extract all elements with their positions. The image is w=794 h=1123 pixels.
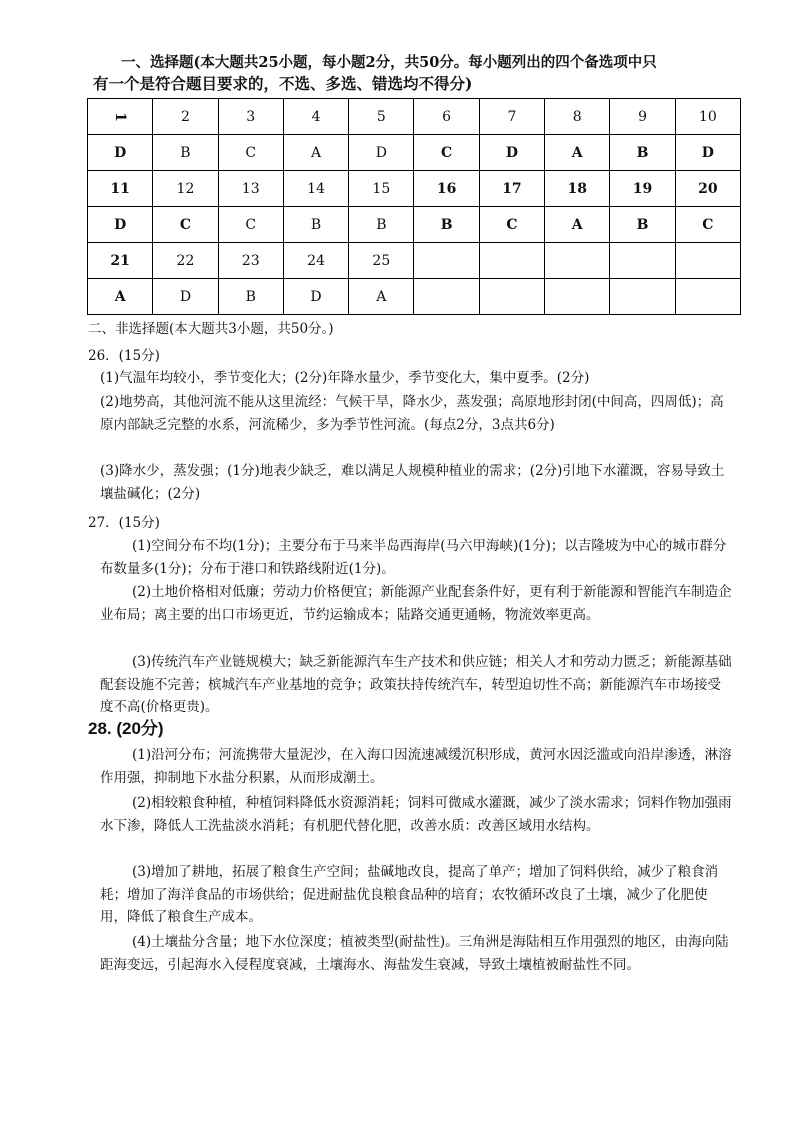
q27-part3: (3)传统汽车产业链规模大；缺乏新能源汽车生产技术和供应链；相关人才和劳动力匮乏；新能源基础配套设施不完善；槟城汽车产业基地的竞争；政策扶持传统汽车，转型迫切性不高；新能源汽车市场接受度不高(价格更贵)。 xyxy=(100,654,732,715)
table-cell: 24 xyxy=(283,243,348,279)
q28-part4: (4)土壤盐分含量；地下水位深度；植被类型(耐盐性)。三角洲是海陆相互作用强烈的地区，由海向陆距海变远，引起海水入侵程度衰减，土壤海水、海盐发生衰减，导致土壤植被耐盐性不同。 xyxy=(100,934,729,973)
section1-title-line2: 有一个是符合题目要求的，不选、多选、错选均不得分) xyxy=(93,74,473,93)
section2-heading: 二、非选择题(本大题共3小题，共50分。) xyxy=(88,321,334,337)
table-cell: D xyxy=(153,279,218,315)
table-cell xyxy=(610,279,675,315)
table-cell xyxy=(414,279,479,315)
table-cell xyxy=(479,243,544,279)
q26-part2: (2)地势高，其他河流不能从这里流经：气候干旱，降水少，蒸发强；高原地形封闭(中间高，四周低)；高原内部缺乏完整的水系，河流稀少，多为季节性河流。(每点2分，3点共6分) xyxy=(100,394,724,433)
table-cell: 12 xyxy=(153,171,218,207)
table-cell: B xyxy=(610,135,675,171)
q27-part1: (1)空间分布不均(1分)；主要分布于马来半岛西海岸(马六甲海峡)(1分)；以吉隆坡为中心的城市群分布数量多(1分)；分布于港口和铁路线附近(1分)。 xyxy=(100,538,727,577)
table-row xyxy=(88,135,741,171)
table-cell: 3 xyxy=(218,99,283,135)
table-row xyxy=(88,207,741,243)
table-cell: C xyxy=(479,207,544,243)
section1-heading xyxy=(93,52,733,94)
table-cell: 17 xyxy=(479,171,544,207)
table-cell: B xyxy=(283,207,348,243)
table-cell: 22 xyxy=(153,243,218,279)
q28-heading: 28. (20分) xyxy=(88,719,164,738)
table-cell: D xyxy=(88,207,153,243)
table-cell: D xyxy=(88,135,153,171)
table-cell: D xyxy=(283,279,348,315)
table-cell: C xyxy=(218,135,283,171)
table-cell: 6 xyxy=(414,99,479,135)
table-cell xyxy=(88,99,153,135)
table-cell: A xyxy=(545,207,610,243)
table-cell: A xyxy=(88,279,153,315)
table-cell: 13 xyxy=(218,171,283,207)
table-cell: 2 xyxy=(153,99,218,135)
table-cell xyxy=(545,279,610,315)
table-cell: 11 xyxy=(88,171,153,207)
table-cell: C xyxy=(153,207,218,243)
table-cell: 14 xyxy=(283,171,348,207)
table-cell: B xyxy=(414,207,479,243)
table-cell: C xyxy=(218,207,283,243)
table-cell: D xyxy=(479,135,544,171)
q26-heading: 26．(15分) xyxy=(88,348,160,364)
table-row xyxy=(88,171,741,207)
table-cell: A xyxy=(349,279,414,315)
table-cell: 19 xyxy=(610,171,675,207)
table-cell xyxy=(610,243,675,279)
table-cell: B xyxy=(349,207,414,243)
table-cell: 5 xyxy=(349,99,414,135)
table-cell xyxy=(545,243,610,279)
table-cell xyxy=(479,279,544,315)
table-cell: 25 xyxy=(349,243,414,279)
table-cell xyxy=(414,243,479,279)
table-row xyxy=(88,99,741,135)
table-cell: C xyxy=(675,207,740,243)
q28-part1: (1)沿河分布；河流携带大量泥沙，在入海口因流速减缓沉积形成，黄河水因泛滥或向沿岸渗透，淋溶作用强，抑制地下水盐分积累，从而形成潮土。 xyxy=(100,747,732,786)
question-number-1: 1 xyxy=(112,111,129,122)
table-cell: 18 xyxy=(545,171,610,207)
table-cell: 15 xyxy=(349,171,414,207)
table-cell: A xyxy=(283,135,348,171)
table-cell: D xyxy=(349,135,414,171)
table-cell: 8 xyxy=(545,99,610,135)
table-cell: 9 xyxy=(610,99,675,135)
q26-part1: (1)气温年均较小，季节变化大；(2分)年降水量少，季节变化大，集中夏季。(2分) xyxy=(100,370,590,386)
table-cell: D xyxy=(675,135,740,171)
table-cell: 10 xyxy=(675,99,740,135)
table-cell: 16 xyxy=(414,171,479,207)
q28-part3: (3)增加了耕地，拓展了粮食生产空间；盐碱地改良，提高了单产；增加了饲料供给，减少了粮食消耗；增加了海洋食品的市场供给；促进耐盐优良粮食品种的培育；农牧循环改良了土壤，减少了化肥使用，降低了粮食生产成本。 xyxy=(100,864,719,925)
section1-title-line1: 一、选择题(本大题共25小题，每小题2分，共50分。每小题列出的四个备选项中只 xyxy=(121,54,657,71)
table-row xyxy=(88,279,741,315)
q26-part3: (3)降水少，蒸发强；(1分)地表少缺乏，难以满足人规模种植业的需求；(2分)引地下水灌溉，容易导致土壤盐碱化；(2分) xyxy=(100,463,725,502)
table-cell: 23 xyxy=(218,243,283,279)
table-cell: 7 xyxy=(479,99,544,135)
q28-part2: (2)相较粮食种植，种植饲料降低水资源消耗；饲料可微咸水灌溉，减少了淡水需求；饲料作物加强雨水下渗，降低人工洗盐淡水消耗；有机肥代替化肥，改善水质：改善区域用水结构。 xyxy=(100,795,732,834)
table-cell: B xyxy=(153,135,218,171)
table-cell: B xyxy=(610,207,675,243)
table-cell: A xyxy=(545,135,610,171)
table-row xyxy=(88,243,741,279)
answer-table xyxy=(87,98,741,315)
table-cell: 20 xyxy=(675,171,740,207)
table-cell xyxy=(675,279,740,315)
table-cell: 4 xyxy=(283,99,348,135)
q27-heading: 27．(15分) xyxy=(88,515,160,531)
q27-part2: (2)土地价格相对低廉；劳动力价格便宜；新能源产业配套条件好，更有利于新能源和智能汽车制造企业布局；离主要的出口市场更近，节约运输成本；陆路交通更通畅，物流效率更高。 xyxy=(100,584,732,623)
table-cell xyxy=(675,243,740,279)
table-cell: 21 xyxy=(88,243,153,279)
table-cell: B xyxy=(218,279,283,315)
table-cell: C xyxy=(414,135,479,171)
